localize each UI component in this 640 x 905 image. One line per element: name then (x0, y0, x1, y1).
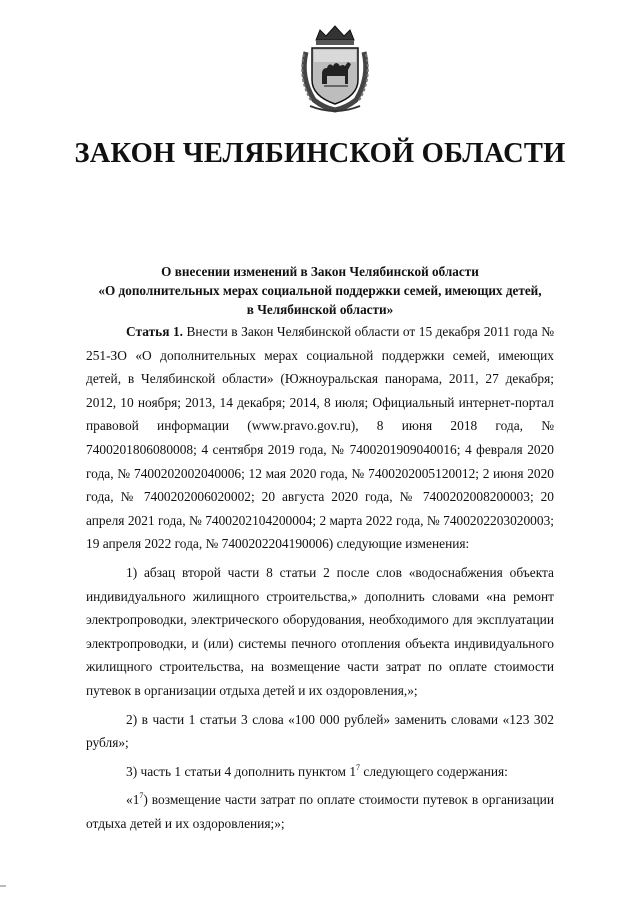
subtitle-line: О внесении изменений в Закон Челябинской области (161, 264, 479, 279)
amendment-item-3 (86, 760, 554, 784)
item-4-superscript: 7 (139, 791, 144, 801)
subtitle-line: в Челябинской области» (246, 302, 394, 317)
amendment-item-1: 1) абзац второй части 8 статьи 2 после слов «водоснабжения объекта индивидуального жилищного строительства,» дополнить словами «на ремонт электропроводки, электрического оборудования, необходимого для эксплуатации электропроводки, и (или) системы печного отопления объекта индивидуального жилищного строительства, на возмещение части затрат по оплате стоимости путевок в организации отдыха детей и их оздоровления,»; (86, 564, 554, 698)
item-3-superscript: 7 (356, 762, 361, 772)
law-body (86, 320, 554, 835)
coat-of-arms-icon (296, 22, 374, 114)
article-1-heading: Статья 1. (126, 324, 184, 339)
amendment-item-2: 2) в части 1 статьи 3 слова «100 000 рублей» заменить словами «123 302 рубля»; (86, 711, 554, 751)
amendment-item-3-content (86, 788, 554, 835)
item-3-text-after: следующего содержания: (360, 763, 508, 779)
law-title: ЗАКОН ЧЕЛЯБИНСКОЙ ОБЛАСТИ (74, 138, 566, 169)
item-4-text-before: «1 (126, 792, 140, 808)
scan-edge-mark (0, 885, 6, 887)
article-1-paragraph (86, 320, 554, 556)
item-3-text-before: 3) часть 1 статьи 4 дополнить пунктом 1 (126, 763, 357, 779)
subtitle-line: «О дополнительных мерах социальной поддержки семей, имеющих детей, (98, 283, 542, 298)
law-subtitle (90, 262, 550, 319)
article-1-text: Внести в Закон Челябинской области от 15 декабря 2011 года № 251-ЗО «О дополнительных мерах социальной поддержки семей, имеющих детей, в Челябинской области» (Южноуральская панорама, 2011, 27 декабря; 2012, 10 ноября; 2013, 14 декабря; 2014, 8 июля; Официальный интернет-портал правовой информации (www.pravo.gov.ru), 8 июня 2018 года, № 7400201806080008; 4 сентября 2019 года, № 7400201909040016; 4 февраля 2020 года, № 7400202002040006; 12 мая 2020 года, № 7400202005120012; 2 июня 2020 года, № 7400202006020002; 20 августа 2020 года, № 7400202008200003; 20 апреля 2021 года, № 7400202104200004; 2 марта 2022 года, № 7400202203020003; 19 апреля 2022 года, № 7400202204190006) следующие изменения: (86, 324, 554, 552)
item-4-text-after: ) возмещение части затрат по оплате стоимости путевок в организации отдыха детей и их оздоровления;»; (86, 792, 554, 831)
